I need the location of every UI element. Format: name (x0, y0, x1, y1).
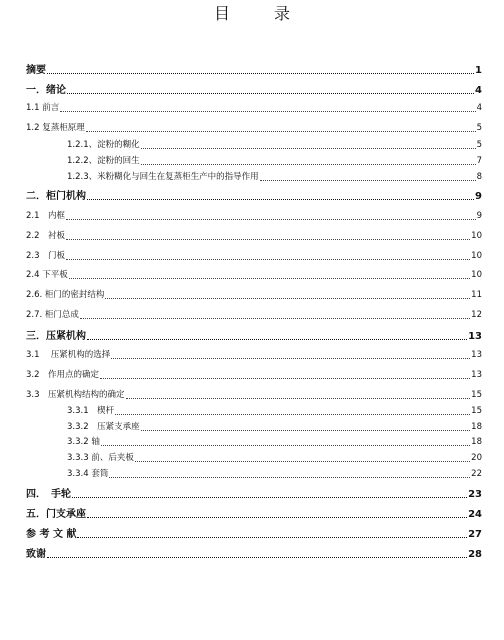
toc-entry[interactable] (26, 310, 482, 321)
toc-entry-label: 3.3.1 楔杆 (67, 406, 115, 416)
toc-entry-label: 摘要 (26, 65, 46, 76)
toc-entry[interactable] (67, 453, 482, 464)
toc-entry-label: 3.3.2 轴 (67, 437, 100, 447)
toc-leader-dots (66, 259, 470, 260)
toc-entry[interactable] (67, 437, 482, 448)
toc-leader-dots (87, 199, 474, 200)
page-title: 目 录 (213, 4, 304, 23)
toc-leader-dots (109, 477, 470, 478)
toc-leader-dots (86, 131, 476, 132)
toc-entry[interactable] (67, 140, 482, 151)
toc-leader-dots (115, 414, 470, 415)
toc-entry[interactable] (26, 251, 482, 262)
toc-entry[interactable] (26, 84, 482, 97)
toc-leader-dots (47, 557, 467, 558)
toc-entry[interactable] (26, 211, 482, 222)
toc-leader-dots (66, 239, 470, 240)
toc-entry-label: 3.3.3 前、后夹板 (67, 453, 134, 463)
toc-entry[interactable] (26, 350, 482, 361)
toc-entry-label: 3.1 压紧机构的选择 (26, 350, 111, 360)
toc-entry-label: 一．绪论 (26, 85, 66, 96)
toc-entry[interactable] (26, 528, 482, 541)
toc-entry-label: 三．压紧机构 (26, 331, 86, 342)
toc-leader-dots (87, 339, 467, 340)
toc-leader-dots (66, 219, 476, 220)
toc-entry[interactable] (67, 469, 482, 480)
toc-entry[interactable] (26, 390, 482, 401)
toc-leader-dots (72, 497, 467, 498)
toc-page-number: 7 (476, 156, 482, 166)
toc-entry-label: 五．门支承座 (26, 509, 86, 520)
toc-page-number: 24 (468, 509, 482, 520)
toc-page-number: 8 (476, 172, 482, 182)
toc-entry-label: 2.4 下平板 (26, 270, 68, 280)
toc-entry[interactable] (26, 103, 482, 114)
toc-entry[interactable] (26, 190, 482, 203)
toc-entry[interactable] (67, 406, 482, 417)
toc-leader-dots (67, 93, 474, 94)
toc-entry[interactable] (67, 172, 482, 183)
toc-entry[interactable] (67, 422, 482, 433)
toc-page-number: 10 (471, 270, 482, 280)
toc-entry-label: 2.6. 柜门的密封结构 (26, 290, 105, 300)
toc-page-number: 10 (471, 231, 482, 241)
toc-leader-dots (141, 430, 471, 431)
toc-entry[interactable] (26, 123, 482, 134)
toc-page-number: 9 (476, 211, 482, 221)
toc-leader-dots (60, 111, 475, 112)
toc-entry-label: 3.3 压紧机构结构的确定 (26, 390, 125, 400)
toc-leader-dots (47, 73, 474, 74)
toc-leader-dots (135, 461, 470, 462)
toc-page-number: 5 (476, 123, 482, 133)
toc-page-number: 27 (468, 529, 482, 540)
toc-entry-label: 致谢 (26, 549, 46, 560)
toc-page-number: 4 (475, 85, 482, 96)
toc-leader-dots (87, 517, 467, 518)
toc-entry[interactable] (26, 270, 482, 281)
toc-entry-label: 3.3.2 压紧支承座 (67, 422, 140, 432)
toc-entry-label: 1.2.1、淀粉的糊化 (67, 140, 140, 150)
toc-entry[interactable] (26, 548, 482, 561)
toc-page-number: 9 (475, 191, 482, 202)
toc-page-number: 10 (471, 251, 482, 261)
toc-leader-dots (80, 318, 470, 319)
toc-entry[interactable] (26, 64, 482, 77)
toc-page-number: 13 (471, 370, 482, 380)
toc-entry-label: 2.2 衬板 (26, 231, 66, 241)
toc-entry-label: 2.3 门板 (26, 251, 66, 261)
toc-entry[interactable] (26, 488, 482, 501)
toc-entry[interactable] (67, 156, 482, 167)
toc-page-number: 13 (468, 331, 482, 342)
toc-entry-label: 3.3.4 套筒 (67, 469, 109, 479)
toc-page-number: 11 (471, 290, 482, 300)
toc-leader-dots (126, 398, 471, 399)
toc-page-number: 15 (471, 406, 482, 416)
toc-leader-dots (111, 358, 470, 359)
toc-page-number: 28 (468, 549, 482, 560)
toc-page-number: 20 (471, 453, 482, 463)
toc-page-number: 23 (468, 489, 482, 500)
toc-leader-dots (105, 298, 470, 299)
toc-entry-label: 1.2.2、淀粉的回生 (67, 156, 140, 166)
toc-entry[interactable] (26, 290, 482, 301)
toc-leader-dots (260, 180, 476, 181)
toc-page-number: 5 (476, 140, 482, 150)
toc-entry[interactable] (26, 231, 482, 242)
toc-page-number: 1 (475, 65, 482, 76)
toc-entry-label: 二．柜门机构 (26, 191, 86, 202)
toc-leader-dots (100, 378, 470, 379)
toc-entry-label: 1.1 前言 (26, 103, 60, 113)
toc-page-number: 22 (471, 469, 482, 479)
toc-entry[interactable] (26, 370, 482, 381)
toc-page-number: 18 (471, 422, 482, 432)
toc-entry-label: 1.2.3、米粉糊化与回生在复蒸柜生产中的指导作用 (67, 172, 259, 182)
toc-leader-dots (77, 537, 467, 538)
toc-entry-label: 2.1 内框 (26, 211, 66, 221)
toc-leader-dots (141, 148, 476, 149)
toc-entry[interactable] (26, 330, 482, 343)
toc-entry-label: 四． 手轮 (26, 489, 71, 500)
toc-entry-label: 2.7. 柜门总成 (26, 310, 79, 320)
toc-page-number: 12 (471, 310, 482, 320)
toc-page-number: 4 (476, 103, 482, 113)
toc-entry-label: 1.2 复蒸柜原理 (26, 123, 85, 133)
toc-page-number: 13 (471, 350, 482, 360)
toc-page-number: 15 (471, 390, 482, 400)
toc-page-number: 18 (471, 437, 482, 447)
toc-entry[interactable] (26, 508, 482, 521)
toc-leader-dots (69, 278, 470, 279)
toc-leader-dots (101, 445, 470, 446)
toc-entry-label: 3.2 作用点的确定 (26, 370, 100, 380)
toc-leader-dots (141, 164, 476, 165)
toc-entry-label: 参 考 文 献 (26, 529, 77, 540)
